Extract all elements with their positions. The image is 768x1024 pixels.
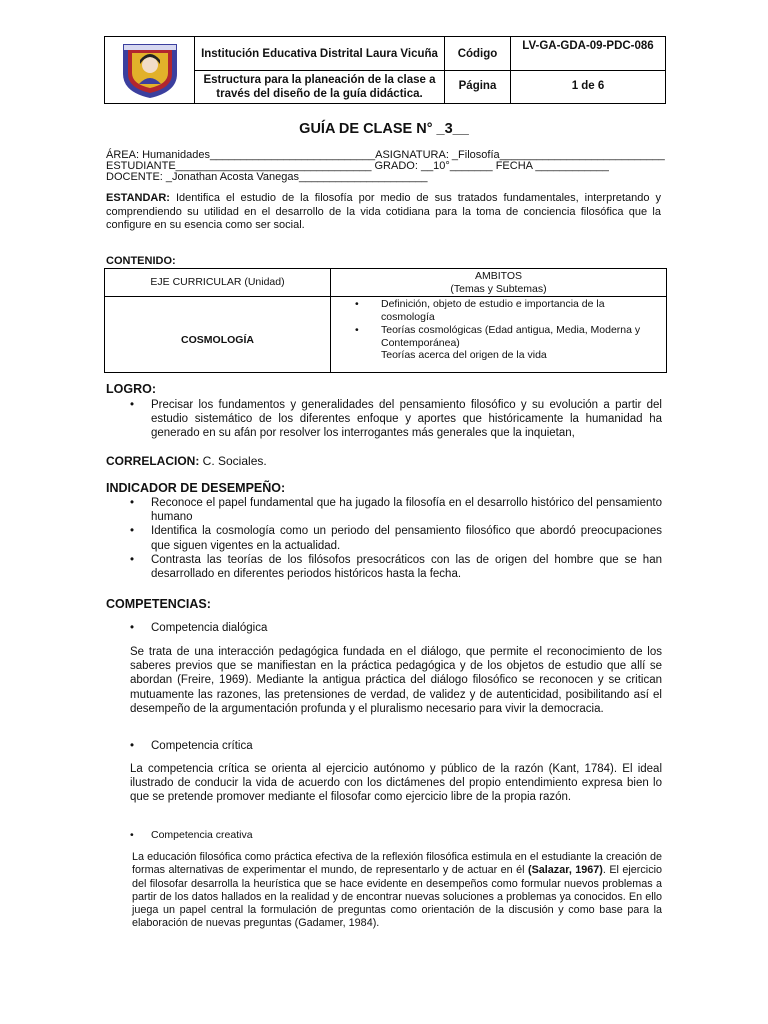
indicador-text: Contrasta las teorías de los filósofos presocráticos con las de origen del hombre que se han desarrollado en diferentes periodos históricos hasta la fecha. bbox=[151, 553, 662, 581]
creativa-text bbox=[132, 851, 662, 931]
bullet-icon: • bbox=[130, 553, 135, 566]
code-label-cell bbox=[445, 37, 511, 71]
creativa-title bbox=[130, 829, 253, 841]
estandar-label: ESTANDAR: bbox=[106, 192, 170, 204]
page-label-cell bbox=[445, 71, 511, 103]
code-label: Código bbox=[457, 47, 498, 60]
creativa-title-text: Competencia creativa bbox=[151, 829, 253, 841]
dialogica-title-text: Competencia dialógica bbox=[151, 622, 268, 634]
correlacion-label: CORRELACION: bbox=[106, 454, 200, 468]
structure-text: Estructura para la planeación de la clase a través del diseño de la guía didáctica. bbox=[203, 74, 436, 100]
meta-area-line: ÁREA: Humanidades___________________________ASIGNATURA: _Filosofía___________________________ bbox=[106, 149, 665, 161]
creativa-citation: (Salazar, 1967) bbox=[528, 864, 603, 877]
indicador-list bbox=[130, 496, 662, 581]
list-item bbox=[130, 496, 662, 524]
dialogica-text: Se trata de una interacción pedagógica fundada en el diálogo, que permite el reconocimiento de los saberes previos que se manifiestan en la práctica pedagógica y de los objetos de estudio que allí se abordan (Freire, 1969). Mediante la antigua práctica del diálogo filosófico se reconocen y se critican mutuamente las razones, las pretensiones de verdad, de validez y de autenticidad, posibilitando así el desempeño de la argumentación profunda y el pluralismo necesario para vivir la democracia. bbox=[130, 646, 662, 715]
critica-text: La competencia crítica se orienta al ejercicio autónomo y público de la razón (Kant, 1784). El ideal ilustrado de conducir la vida de acuerdo con los dictámenes del propio entendimiento expresa bien lo que se pretende promover mediante el filosofar como ejercicio libre de la propia razón. bbox=[130, 763, 662, 804]
bullet-icon: • bbox=[130, 829, 134, 841]
logo-cell bbox=[105, 37, 195, 103]
col-ambitos-header: AMBITOS bbox=[474, 270, 523, 282]
logro-item bbox=[130, 398, 662, 441]
list-item bbox=[130, 524, 662, 552]
ambitos-list bbox=[355, 298, 655, 362]
ambito-text: Definición, objeto de estudio e importancia de la cosmología bbox=[381, 298, 605, 323]
correlacion-text: C. Sociales. bbox=[202, 454, 267, 468]
meta-student-line: ESTUDIANTE________________________________ GRADO: __10°_______ FECHA ____________ bbox=[106, 160, 609, 172]
col-ambitos-subheader: (Temas y Subtemas) bbox=[450, 283, 547, 295]
list-item-plain bbox=[355, 349, 655, 362]
contenido-heading: CONTENIDO: bbox=[106, 255, 176, 267]
school-crest-icon bbox=[119, 40, 181, 100]
critica-title bbox=[130, 740, 253, 752]
bullet-icon: • bbox=[130, 622, 135, 634]
code-value: LV-GA-GDA-09-PDC-086 bbox=[522, 40, 654, 52]
ambito-text: Teorías cosmológicas (Edad antigua, Media, Moderna y Contemporánea) bbox=[381, 324, 641, 349]
unit-cosmologia: COSMOLOGÍA bbox=[181, 334, 254, 346]
meta-teacher-line: DOCENTE: _Jonathan Acosta Vanegas_____________________ bbox=[106, 171, 428, 183]
bullet-icon: • bbox=[130, 740, 135, 752]
bullet-icon: • bbox=[130, 525, 135, 538]
creativa-text-a: La educación filosófica como práctica efectiva de la reflexión filosófica estimula en el estudiante la creación de formas alternativas de experimentar el mundo, de representarlo y de actuar en él bbox=[132, 851, 662, 877]
list-item bbox=[355, 324, 655, 349]
correlacion-line bbox=[106, 454, 267, 468]
bullet-icon: • bbox=[355, 298, 359, 310]
page-title: GUÍA DE CLASE N° _3__ bbox=[299, 121, 469, 137]
indicador-text: Reconoce el papel fundamental que ha jugado la filosofía en el desarrollo histórico del pensamiento humano bbox=[151, 497, 662, 524]
estandar-paragraph bbox=[106, 192, 661, 233]
page-value: 1 de 6 bbox=[571, 80, 605, 92]
logro-heading: LOGRO: bbox=[106, 382, 156, 396]
institution-name bbox=[195, 37, 445, 71]
header-table bbox=[104, 36, 666, 104]
bullet-icon: • bbox=[355, 324, 359, 336]
bullet-icon: • bbox=[130, 399, 135, 411]
ambito-text: Teorías acerca del origen de la vida bbox=[381, 349, 547, 361]
dialogica-title bbox=[130, 622, 267, 634]
critica-title-text: Competencia crítica bbox=[151, 740, 253, 752]
contenido-table bbox=[104, 268, 667, 373]
col-eje-header: EJE CURRICULAR (Unidad) bbox=[150, 276, 285, 288]
bullet-icon: • bbox=[130, 497, 135, 509]
institution-text: Institución Educativa Distrital Laura Vicuña bbox=[201, 47, 438, 60]
indicador-text: Identifica la cosmología como un periodo del pensamiento filosófico que abordó preocupaciones que siguen vigentes en la actualidad. bbox=[151, 525, 662, 552]
list-item bbox=[130, 553, 662, 581]
logro-text: Precisar los fundamentos y generalidades del pensamiento filosófico y su evolución a partir del estudio sistemático de los diferentes enfoque y aportes que históricamente la humanidad ha generado en su afán por resolver los interrogantes más generales que la inquietan, bbox=[151, 399, 662, 440]
creativa-text-b: . El ejercicio del filosofar desarrolla la heurística que se hace evidente en desempeños como formular nuevos problemas a partir de los datos hallados en la realidad y de encontrar nuevas soluciones a problemas ya conocidos. En ello juega un papel central la formulación de preguntas como orientación de la discusión y como base para la elaboración de nuevas preguntas (Gadamer, 1984). bbox=[132, 864, 662, 930]
page-value-cell bbox=[511, 71, 665, 103]
code-value-cell bbox=[511, 37, 665, 71]
page-label: Página bbox=[458, 80, 497, 92]
structure-cell bbox=[195, 71, 445, 103]
indicador-heading: INDICADOR DE DESEMPEÑO: bbox=[106, 481, 286, 495]
list-item bbox=[355, 298, 655, 323]
competencias-heading: COMPETENCIAS: bbox=[106, 597, 211, 611]
estandar-text: Identifica el estudio de la filosofía por medio de sus tratados fundamentales, interpretando y comprendiendo su utilidad en el desarrollo de la vida cotidiana para la toma de conciencia filosófica que la configure en su esencia como ser social. bbox=[106, 192, 661, 231]
